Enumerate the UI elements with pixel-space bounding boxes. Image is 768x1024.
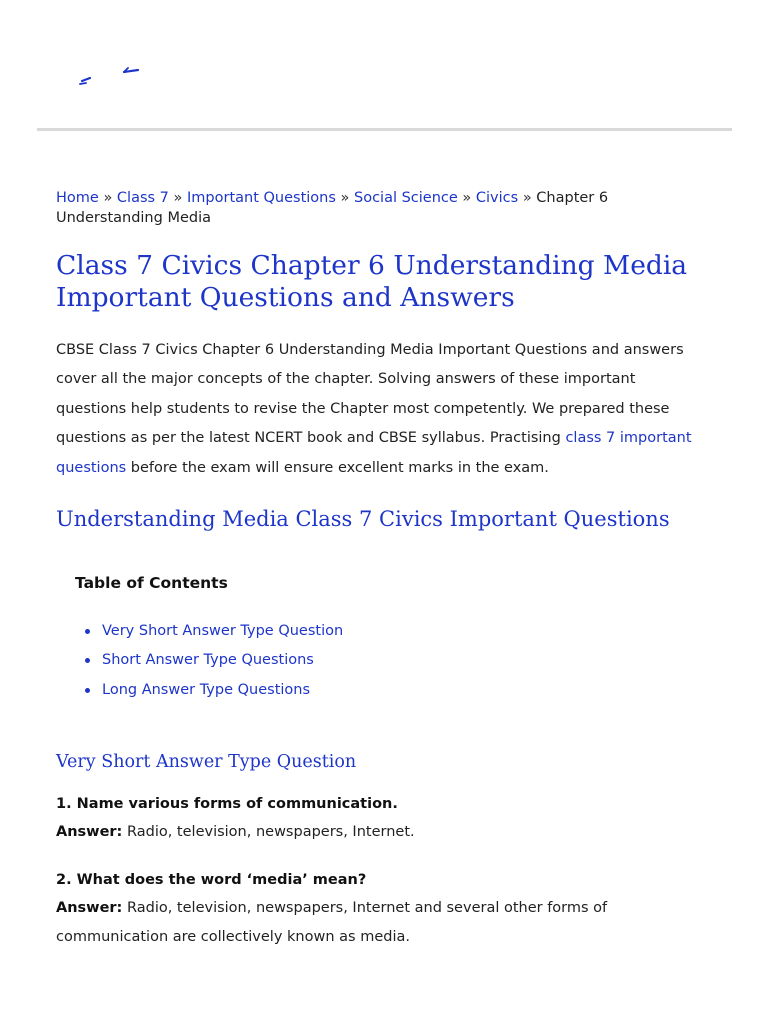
toc-item [75,617,706,646]
answer-text [56,894,706,953]
toc-item [75,676,706,705]
toc-list [75,617,706,705]
toc-link-very-short-answer[interactable]: Very Short Answer Type Question [102,623,344,640]
breadcrumb-separator: » [103,190,113,206]
toc-link-short-answer[interactable]: Short Answer Type Questions [102,652,314,669]
breadcrumb-class-7[interactable]: Class 7 [116,190,169,206]
breadcrumb-social-science[interactable]: Social Science [354,190,458,206]
page-title: Class 7 Civics Chapter 6 Understanding Media Important Questions and Answers [56,250,688,313]
bullet-icon [85,629,90,634]
bullet-icon [85,658,90,663]
question-text: 2. What does the word ‘media’ mean? [56,871,367,888]
intro-text-end: before the exam will ensure excellent marks in the exam. [126,459,549,476]
section-heading: Understanding Media Class 7 Civics Important Questions [56,507,670,532]
answer-label: Answer: [56,824,123,841]
subsection-heading: Very Short Answer Type Question [56,752,357,773]
question-text: 1. Name various forms of communication. [56,796,398,813]
intro-paragraph [56,336,706,483]
breadcrumb [56,188,706,228]
breadcrumb-civics[interactable]: Civics [475,190,519,206]
breadcrumb-current: Chapter 6 Understanding Media [56,190,609,226]
breadcrumb-separator: » [173,190,183,206]
intro-text: CBSE Class 7 Civics Chapter 6 Understanding Media Important Questions and answers cover all the major concepts of the chapter. Solving answers of these important questions help students to revise the Chapter most competently. We prepared these questions as per the latest NCERT book and CBSE syllabus. Practising [56,342,684,447]
answer-body: Radio, television, newspapers, Internet and several other forms of communication are collectively known as media. [56,899,608,946]
breadcrumb-separator: » [462,190,472,206]
site-logo[interactable] [76,62,146,92]
question-block [56,794,706,847]
class-7-important-questions-link[interactable]: class 7 important questions [56,430,692,476]
answer-label: Answer: [56,899,123,916]
answer-body: Radio, television, newspapers, Internet. [126,824,415,841]
breadcrumb-home[interactable]: Home [56,190,99,206]
toc-link-long-answer[interactable]: Long Answer Type Questions [102,681,311,698]
toc-item [75,646,706,675]
answer-text [56,818,706,847]
breadcrumb-separator: » [522,190,532,206]
breadcrumb-separator: » [340,190,350,206]
breadcrumb-important-questions[interactable]: Important Questions [187,190,336,206]
question-block [56,870,706,953]
bullet-icon [85,688,90,693]
table-of-contents [75,573,706,705]
toc-title: Table of Contents [75,574,228,593]
article [56,188,706,952]
header-divider [37,128,732,131]
